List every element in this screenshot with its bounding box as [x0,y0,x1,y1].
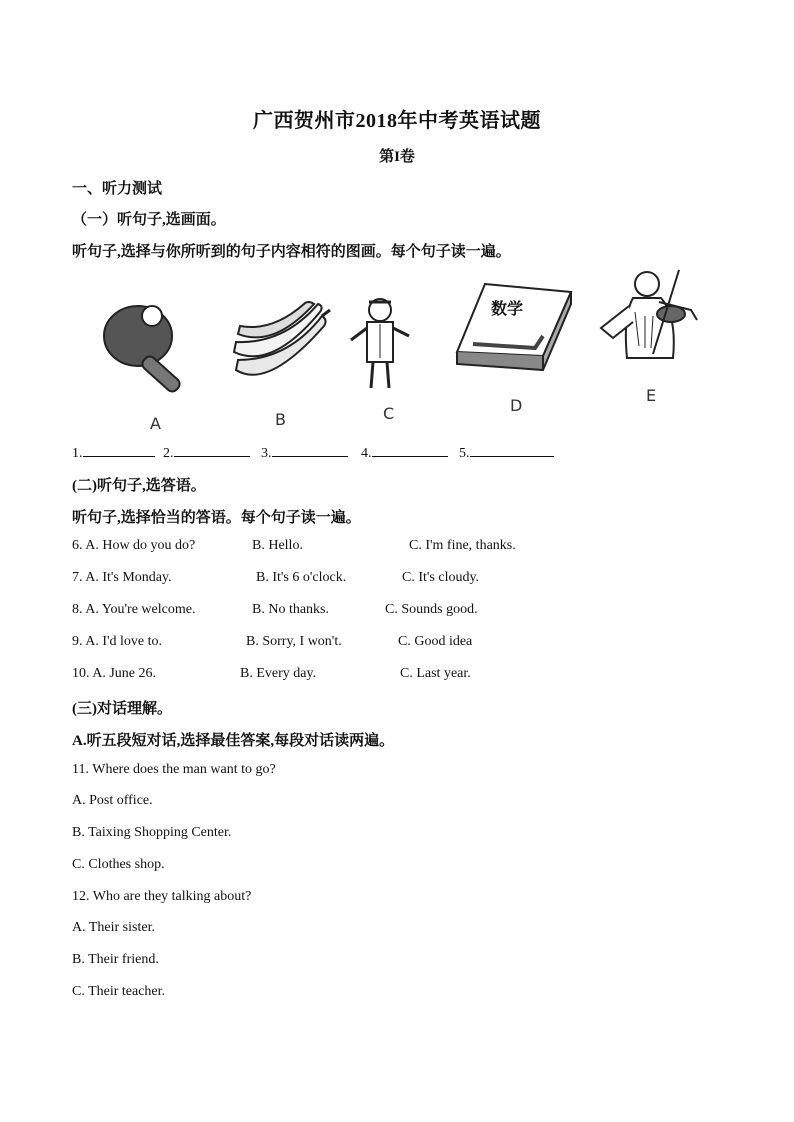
answer-blank-2[interactable]: 2. [163,442,250,462]
answer-blank-4[interactable]: 4. [361,442,448,462]
violinist-icon [593,266,705,362]
part1-instruction: 听句子,选择与你所听到的句子内容相符的图画。每个句子读一遍。 [72,244,511,260]
question-6-option-a: 6. A. How do you do? [72,538,196,553]
question-12-option-b: B. Their friend. [72,952,159,967]
question-6-option-c: C. I'm fine, thanks. [409,538,516,553]
question-12-option-c: C. Their teacher. [72,984,166,999]
question-12-stem: 12. Who are they talking about? [72,889,252,904]
part3-instruction: A.听五段短对话,选择最佳答案,每段对话读两遍。 [72,733,395,749]
question-11-stem: 11. Where does the man want to go? [72,762,276,777]
question-11-option-c: C. Clothes shop. [72,857,165,872]
question-9-option-b: B. Sorry, I won't. [246,634,342,649]
question-9-option-c: C. Good idea [398,634,473,649]
picture-letter-e: E [646,386,657,405]
question-12-option-a: A. Their sister. [72,920,155,935]
part1-heading: （一）听句子,选画面。 [72,212,226,228]
bananas-icon [228,300,334,392]
math-book-icon [455,282,573,372]
doctor-icon [345,292,415,392]
ping-pong-paddle-icon [100,298,200,394]
question-6-option-b: B. Hello. [252,538,303,553]
volume-label: 第I卷 [379,149,415,165]
answer-blank-1[interactable]: 1. [72,442,155,462]
picture-letter-c: C [383,404,395,423]
answer-blank-3[interactable]: 3. [261,442,348,462]
picture-letter-b: B [275,410,286,429]
part2-instruction: 听句子,选择恰当的答语。每个句子读一遍。 [72,510,361,526]
question-10-option-c: C. Last year. [400,666,471,681]
question-10-option-b: B. Every day. [240,666,317,681]
question-8-option-c: C. Sounds good. [385,602,478,617]
answer-blank-5[interactable]: 5. [459,442,554,462]
exam-title: 广西贺州市2018年中考英语试题 [253,110,541,132]
question-7-option-a: 7. A. It's Monday. [72,570,172,585]
picture-letter-a: A [150,414,161,433]
question-7-option-c: C. It's cloudy. [402,570,480,585]
question-8-option-a: 8. A. You're welcome. [72,602,196,617]
question-11-option-a: A. Post office. [72,793,153,808]
section-heading-listening: 一、听力测试 [72,181,163,197]
picture-letter-d: D [510,396,523,415]
question-9-option-a: 9. A. I'd love to. [72,634,163,649]
part3-heading: (三)对话理解。 [72,701,172,717]
question-11-option-b: B. Taixing Shopping Center. [72,825,232,840]
question-7-option-b: B. It's 6 o'clock. [256,570,347,585]
part2-heading: (二)听句子,选答语。 [72,478,206,494]
svg-text:数学: 数学 [491,299,524,318]
question-10-option-a: 10. A. June 26. [72,666,156,681]
question-8-option-b: B. No thanks. [252,602,329,617]
